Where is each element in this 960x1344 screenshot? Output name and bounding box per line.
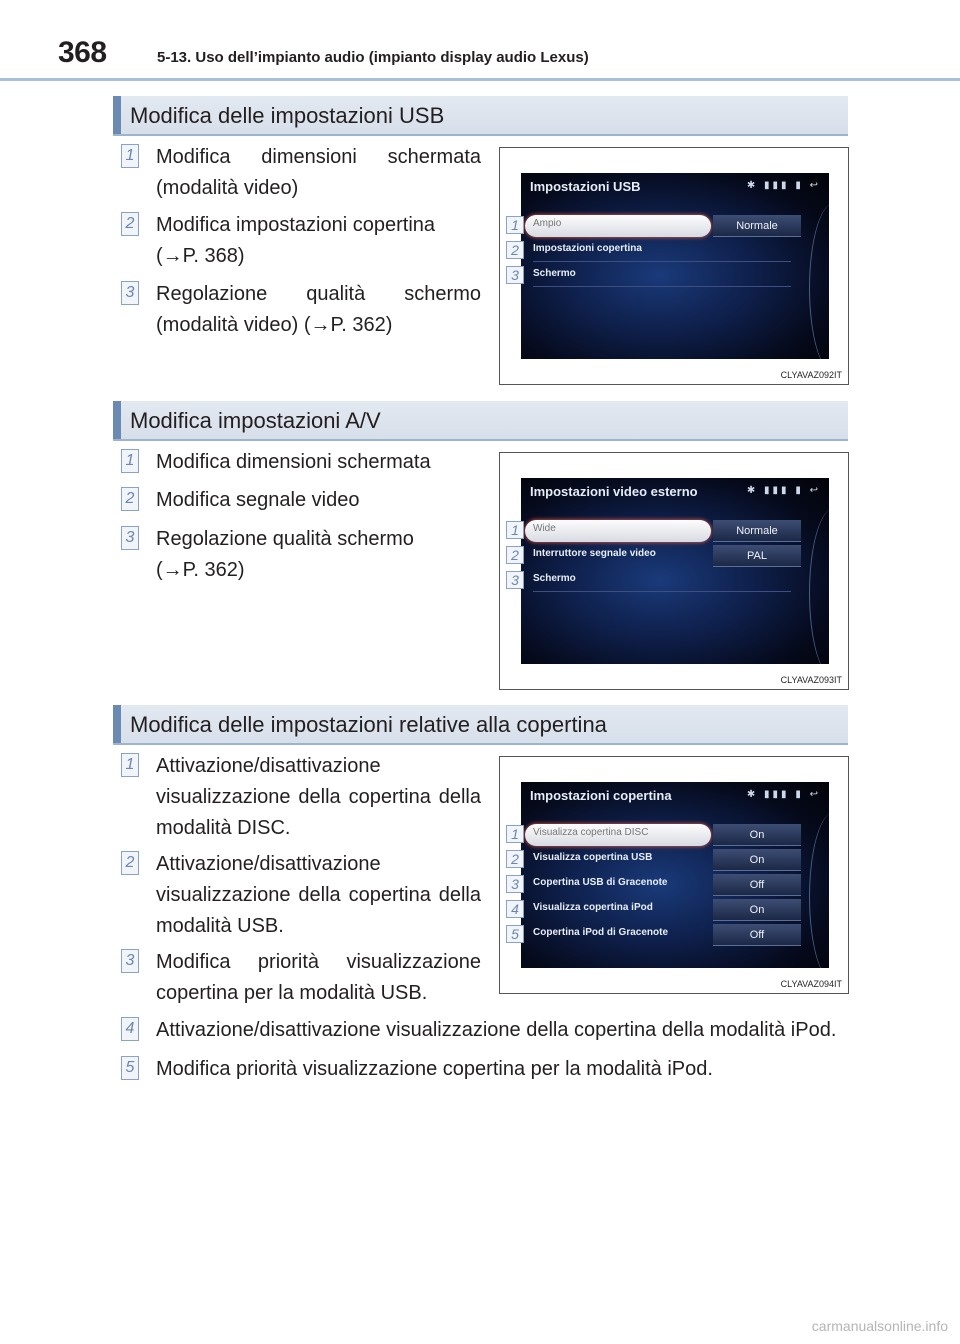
item-number: 3 [121,281,139,305]
callout-5: 5 [506,925,524,943]
status-icons: ✱ ▮▮▮ ▮ ↩ [746,485,821,496]
item-number: 1 [121,449,139,473]
heading-accent-bar [113,96,121,134]
item-text: Attivazione/disattivazione visualizzazione della copertina della modalità USB. [156,853,481,937]
screen-arc-decoration [809,508,829,664]
page-header [0,0,960,80]
item-text: Regolazione qualità schermo (modalità video) (→P. 362) [156,283,481,336]
row-divider [533,591,791,592]
page-number: 368 [58,36,107,69]
row-value[interactable]: Off [713,924,801,946]
row-value[interactable]: On [713,899,801,921]
item-number: 3 [121,526,139,550]
status-icons: ✱ ▮▮▮ ▮ ↩ [746,789,821,800]
item-number: 4 [121,1017,139,1041]
item-text: Modifica dimensioni schermata (modalità video) [156,146,481,199]
section-title: Modifica delle impostazioni USB [130,103,445,128]
screen-row-ipod-gracenote[interactable] [521,924,811,946]
item-number: 1 [121,144,139,168]
screen-arc-decoration [809,812,829,968]
screen-row-usb-cover[interactable] [521,849,811,871]
screenshot-cover-settings [499,756,849,994]
screen-row-ipod-cover[interactable] [521,899,811,921]
screen-title: Impostazioni copertina [530,788,672,803]
row-value[interactable]: Off [713,874,801,896]
item-text: Modifica priorità visualizzazione copertina per la modalità iPod. [156,1058,713,1080]
screen-row-schermo[interactable] [521,570,811,592]
callout-1: 1 [506,521,524,539]
figure-code: CLYAVAZ092IT [780,370,842,380]
figure-code: CLYAVAZ093IT [780,675,842,685]
item-text: Modifica priorità visualizzazione copertina per la modalità USB. [156,951,481,1004]
item-text: Modifica impostazioni copertina (→P. 368) [156,214,436,267]
row-label: Schermo [533,573,576,584]
item-number: 5 [121,1056,139,1080]
display-screen [521,173,829,359]
row-label: Interruttore segnale video [533,548,656,559]
callout-1: 1 [506,216,524,234]
heading-accent-bar [113,401,121,439]
row-divider [533,286,791,287]
row-label: Impostazioni copertina [533,243,642,254]
heading-accent-bar [113,705,121,743]
callout-3: 3 [506,266,524,284]
screen-row-usb-gracenote[interactable] [521,874,811,896]
item-text: Modifica dimensioni schermata [156,451,431,473]
chapter-title: 5-13. Uso dell’impianto audio (impianto display audio Lexus) [157,49,589,66]
screen-row-impostazioni-copertina[interactable] [521,240,811,262]
watermark: carmanualsonline.info [811,1318,948,1334]
section-heading-usb [113,96,848,136]
screen-row-schermo[interactable] [521,265,811,287]
callout-4: 4 [506,900,524,918]
figure-code: CLYAVAZ094IT [780,979,842,989]
row-label: Schermo [533,268,576,279]
callout-3: 3 [506,571,524,589]
callout-3: 3 [506,875,524,893]
section-heading-av [113,401,848,441]
callout-2: 2 [506,241,524,259]
item-text: Attivazione/disattivazione visualizzazione della copertina della modalità iPod. [156,1019,837,1041]
row-value[interactable]: Normale [713,520,801,542]
row-label: Ampio [533,218,562,229]
item-number: 1 [121,753,139,777]
screen-title: Impostazioni USB [530,179,641,194]
status-icons: ✱ ▮▮▮ ▮ ↩ [746,180,821,191]
row-value[interactable]: On [713,849,801,871]
section-title: Modifica delle impostazioni relative alla copertina [130,712,607,737]
row-label: Copertina USB di Gracenote [533,877,668,888]
screenshot-usb-settings [499,147,849,385]
section-title: Modifica impostazioni A/V [130,408,381,433]
screen-arc-decoration [809,203,829,359]
callout-2: 2 [506,546,524,564]
item-number: 2 [121,212,139,236]
screen-row-wide[interactable] [521,520,811,542]
screenshot-external-video-settings [499,452,849,690]
section-heading-cover [113,705,848,745]
row-label: Wide [533,523,556,534]
display-screen [521,478,829,664]
item-number: 3 [121,949,139,973]
callout-1: 1 [506,825,524,843]
item-text: Regolazione qualità schermo (→P. 362) [156,528,414,581]
display-screen [521,782,829,968]
row-value[interactable]: On [713,824,801,846]
screen-row-ampio[interactable] [521,215,811,237]
screen-row-disc-cover[interactable] [521,824,811,846]
row-divider [533,261,791,262]
header-rule [0,78,960,81]
callout-2: 2 [506,850,524,868]
row-label: Visualizza copertina iPod [533,902,653,913]
screen-row-video-signal[interactable] [521,545,811,567]
screen-title: Impostazioni video esterno [530,484,698,499]
row-label: Copertina iPod di Gracenote [533,927,669,938]
row-value[interactable]: Normale [713,215,801,237]
item-number: 2 [121,851,139,875]
row-label: Visualizza copertina USB [533,852,653,863]
item-number: 2 [121,487,139,511]
row-label: Visualizza copertina DISC [533,827,649,838]
row-value[interactable]: PAL [713,545,801,567]
item-text: Attivazione/disattivazione visualizzazione della copertina della modalità DISC. [156,755,481,839]
item-text: Modifica segnale video [156,489,360,511]
